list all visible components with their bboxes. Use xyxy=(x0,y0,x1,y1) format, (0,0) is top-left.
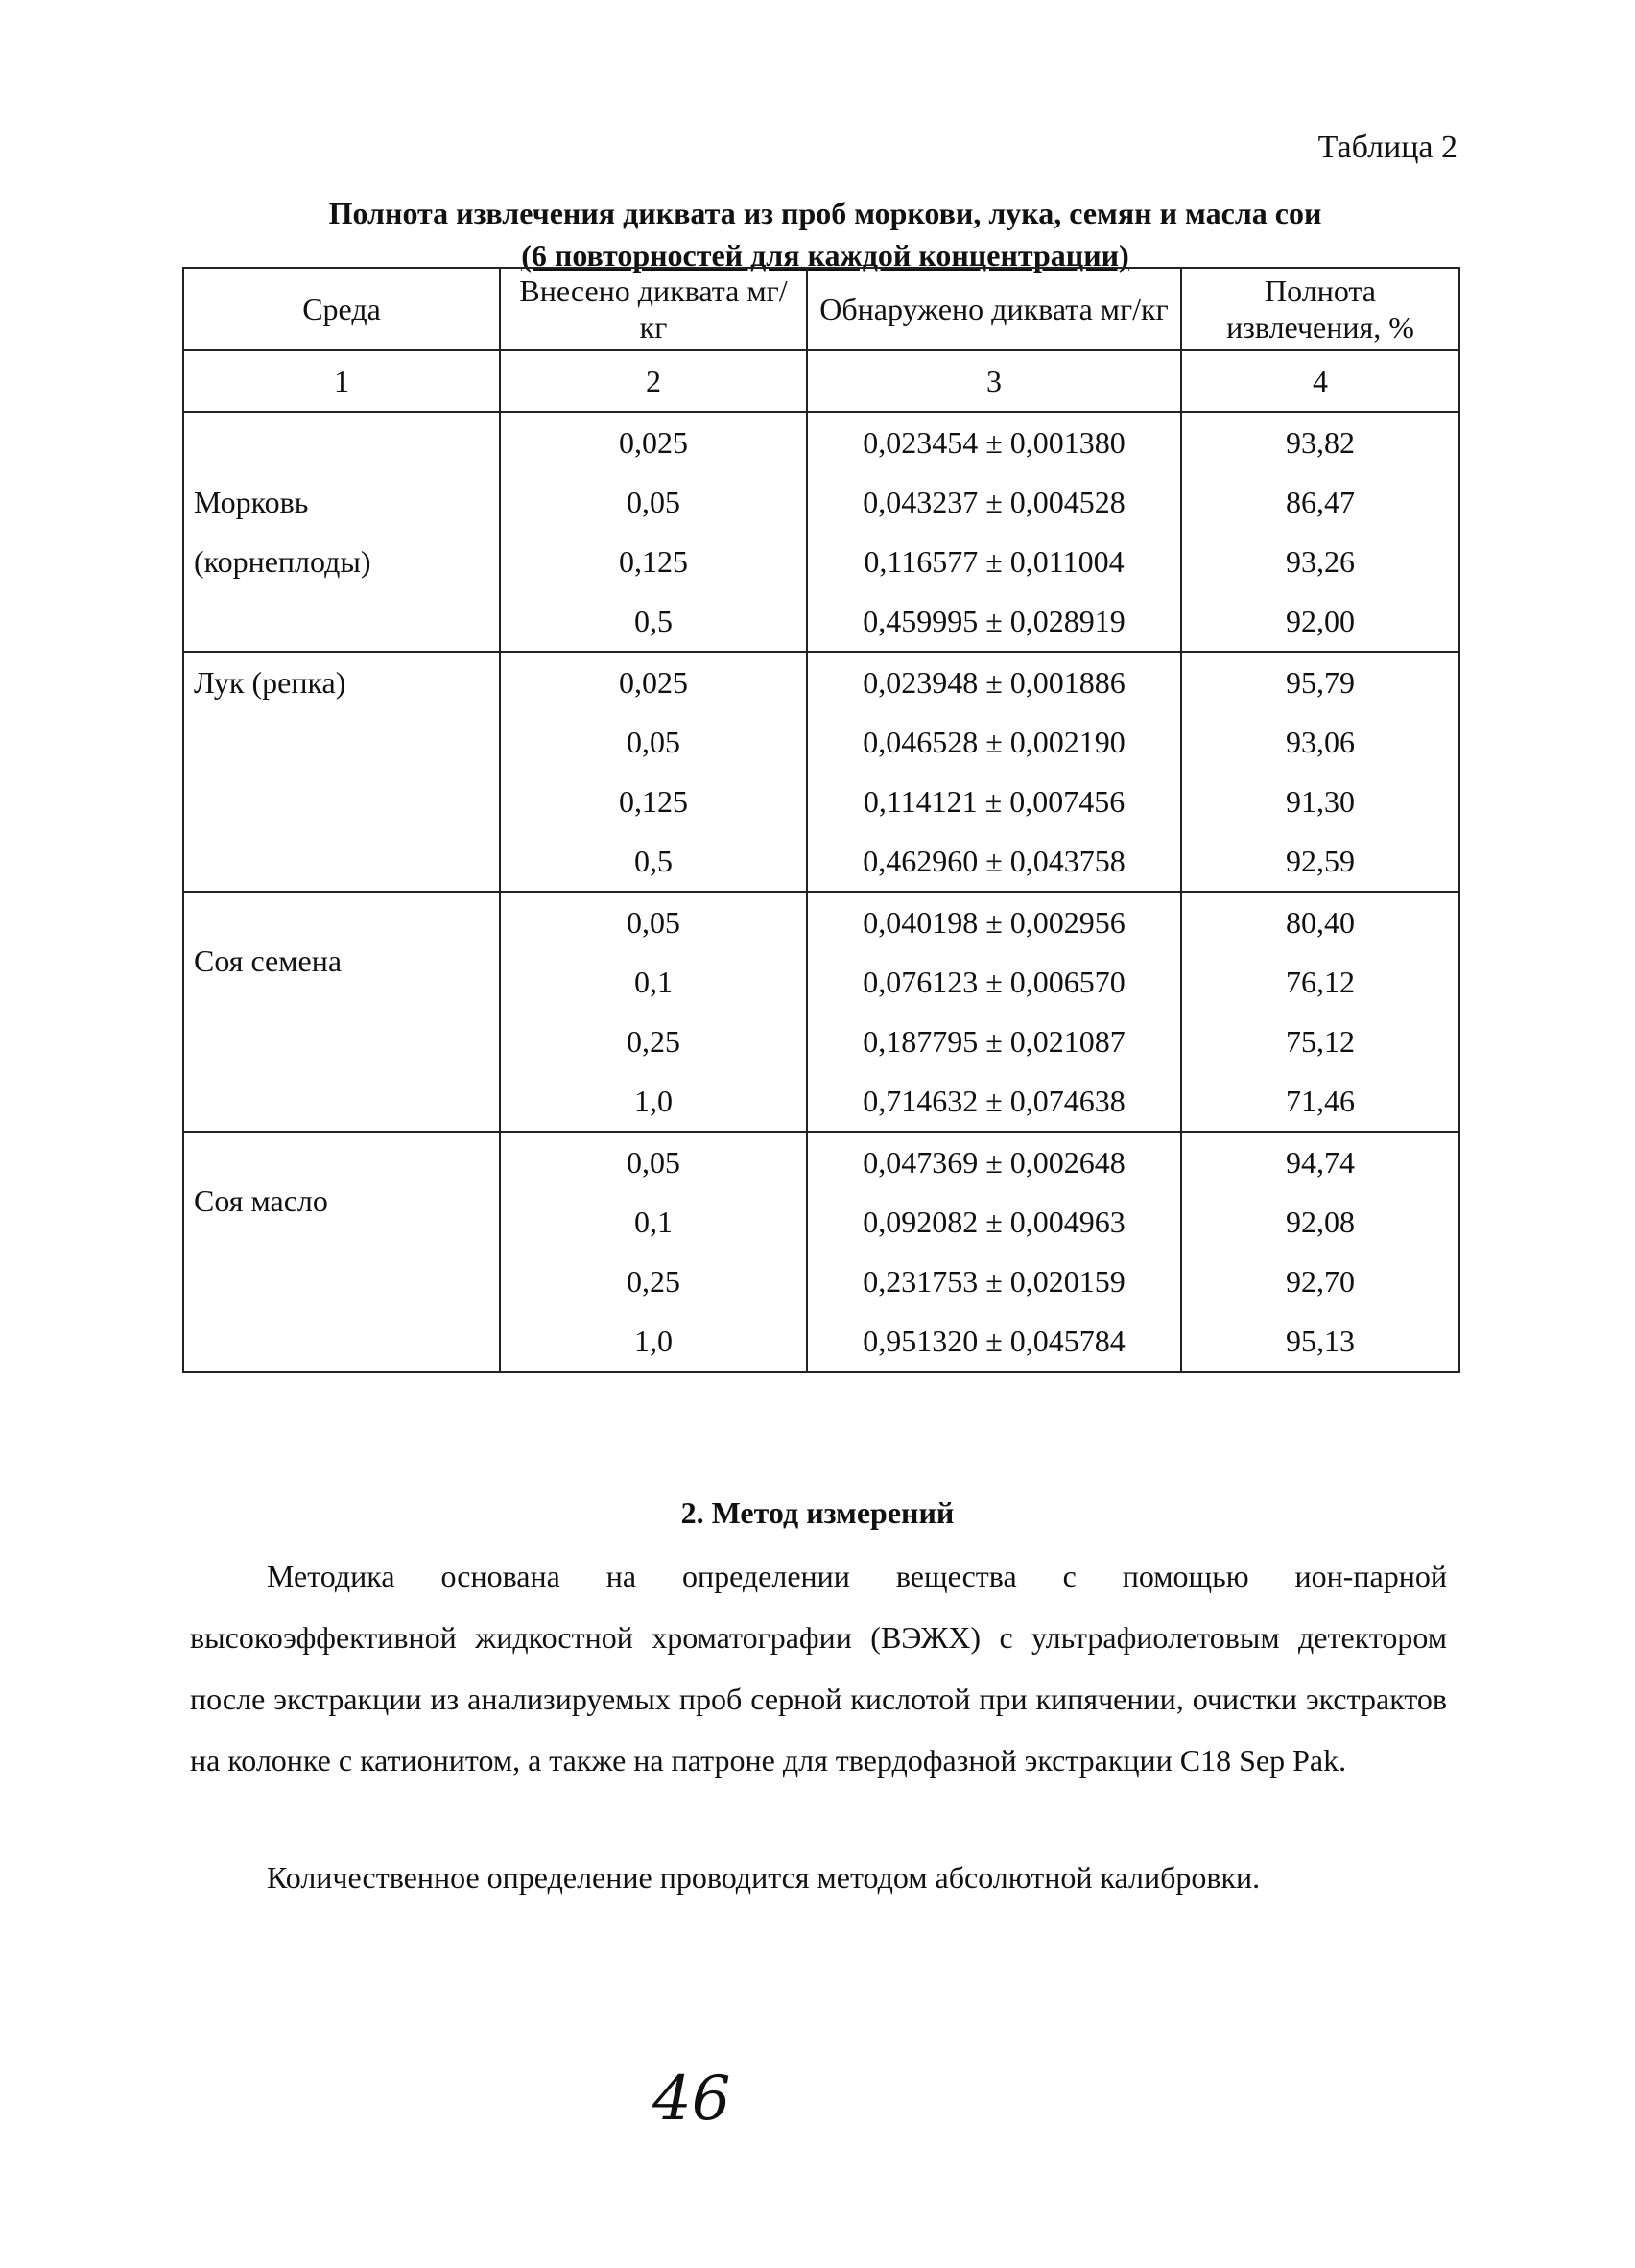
found-value: 0,231753 ± 0,020159 xyxy=(863,1264,1126,1299)
recovery-value: 93,82 xyxy=(1286,425,1355,460)
column-number: 3 xyxy=(807,350,1181,412)
added-value: 0,25 xyxy=(627,1264,680,1299)
found-value: 0,046528 ± 0,002190 xyxy=(863,725,1126,759)
found-value: 0,462960 ± 0,043758 xyxy=(863,844,1126,878)
medium-cell xyxy=(183,412,500,652)
recovery-value: 75,12 xyxy=(1286,1024,1355,1059)
recovery-values xyxy=(1181,652,1459,892)
recovery-value: 86,47 xyxy=(1286,485,1355,519)
medium-name-detail: (корнеплоды) xyxy=(194,544,371,579)
found-value: 0,076123 ± 0,006570 xyxy=(863,965,1126,999)
page-number: 46 xyxy=(652,2064,731,2135)
column-number: 1 xyxy=(183,350,500,412)
header-row xyxy=(183,268,1459,350)
recovery-value: 93,06 xyxy=(1286,725,1355,759)
added-value: 0,1 xyxy=(634,1205,673,1239)
recovery-value: 91,30 xyxy=(1286,784,1355,819)
found-value: 0,040198 ± 0,002956 xyxy=(863,905,1126,940)
added-value: 0,05 xyxy=(627,1145,680,1180)
found-value: 0,023948 ± 0,001886 xyxy=(863,665,1126,700)
medium-name: Лук (репка) xyxy=(194,665,346,700)
calibration-paragraph: Количественное определение проводится методом абсолютной калибровки. xyxy=(267,1860,1261,1895)
added-value: 0,1 xyxy=(634,965,673,999)
header-added: Внесено диквата мг/кг xyxy=(500,268,807,350)
column-number: 4 xyxy=(1181,350,1459,412)
added-value: 0,025 xyxy=(619,425,688,460)
recovery-table xyxy=(182,267,1460,1373)
table-label: Таблица 2 xyxy=(1317,130,1457,165)
recovery-value: 94,74 xyxy=(1286,1145,1355,1180)
recovery-value: 95,13 xyxy=(1286,1324,1355,1358)
recovery-value: 80,40 xyxy=(1286,905,1355,940)
added-values xyxy=(500,1132,807,1372)
medium-name: Соя масло xyxy=(194,1183,328,1218)
added-value: 0,25 xyxy=(627,1024,680,1059)
found-value: 0,023454 ± 0,001380 xyxy=(863,425,1126,460)
found-value: 0,047369 ± 0,002648 xyxy=(863,1145,1126,1180)
found-value: 0,459995 ± 0,028919 xyxy=(863,604,1126,638)
added-value: 0,05 xyxy=(627,725,680,759)
recovery-values xyxy=(1181,892,1459,1132)
found-values xyxy=(807,892,1181,1132)
recovery-values xyxy=(1181,1132,1459,1372)
header-medium: Среда xyxy=(183,268,500,350)
added-value: 0,125 xyxy=(619,544,688,579)
header-recovery: Полнота извлечения, % xyxy=(1181,268,1459,350)
added-values xyxy=(500,652,807,892)
group-soy-seeds xyxy=(183,892,1459,1132)
recovery-value: 92,59 xyxy=(1286,844,1355,878)
found-value: 0,187795 ± 0,021087 xyxy=(863,1024,1126,1059)
found-values xyxy=(807,412,1181,652)
recovery-value: 92,08 xyxy=(1286,1205,1355,1239)
added-value: 0,5 xyxy=(634,844,673,878)
recovery-value: 93,26 xyxy=(1286,544,1355,579)
found-values xyxy=(807,1132,1181,1372)
column-number: 2 xyxy=(500,350,807,412)
recovery-values xyxy=(1181,412,1459,652)
table-title-line2: (6 повторностей для каждой концентрации) xyxy=(521,238,1129,273)
added-value: 0,025 xyxy=(619,665,688,700)
column-number-row xyxy=(183,350,1459,412)
added-value: 0,5 xyxy=(634,604,673,638)
group-soy-oil xyxy=(183,1132,1459,1372)
recovery-value: 92,00 xyxy=(1286,604,1355,638)
group-carrot xyxy=(183,412,1459,652)
found-value: 0,043237 ± 0,004528 xyxy=(863,485,1126,519)
recovery-value: 92,70 xyxy=(1286,1264,1355,1299)
table-title xyxy=(182,192,1468,276)
added-values xyxy=(500,412,807,652)
medium-cell xyxy=(183,1132,500,1372)
found-value: 0,951320 ± 0,045784 xyxy=(863,1324,1126,1358)
found-value: 0,114121 ± 0,007456 xyxy=(863,784,1126,819)
added-value: 0,05 xyxy=(627,905,680,940)
found-value: 0,092082 ± 0,004963 xyxy=(863,1205,1126,1239)
method-paragraph: Методика основана на определении вещества с помощью ион-парной высокоэффективной жидкостной хроматографии (ВЭЖХ) с ультрафиолетовым детектором после экстракции из анализируемых проб серной кислотой при кипячении, очистки экстрактов на колонке с катионитом, а также на патроне для твердофазной экстракции C18 Sep Pak. xyxy=(190,1559,1447,1778)
found-value: 0,714632 ± 0,074638 xyxy=(863,1084,1126,1118)
added-value: 1,0 xyxy=(634,1324,673,1358)
section-title: 2. Метод измерений xyxy=(680,1495,955,1530)
medium-cell xyxy=(183,652,500,892)
added-value: 0,05 xyxy=(627,485,680,519)
medium-name: Соя семена xyxy=(194,943,343,978)
added-value: 1,0 xyxy=(634,1084,673,1118)
added-value: 0,125 xyxy=(619,784,688,819)
medium-name: Морковь xyxy=(194,485,309,519)
table-title-line1: Полнота извлечения диквата из проб моркови, лука, семян и масла сои xyxy=(328,196,1322,230)
recovery-value: 76,12 xyxy=(1286,965,1355,999)
found-value: 0,116577 ± 0,011004 xyxy=(864,544,1125,579)
recovery-value: 71,46 xyxy=(1286,1084,1355,1118)
found-values xyxy=(807,652,1181,892)
added-values xyxy=(500,892,807,1132)
recovery-value: 95,79 xyxy=(1286,665,1355,700)
group-onion xyxy=(183,652,1459,892)
medium-cell xyxy=(183,892,500,1132)
header-found: Обнаружено диквата мг/кг xyxy=(807,268,1181,350)
